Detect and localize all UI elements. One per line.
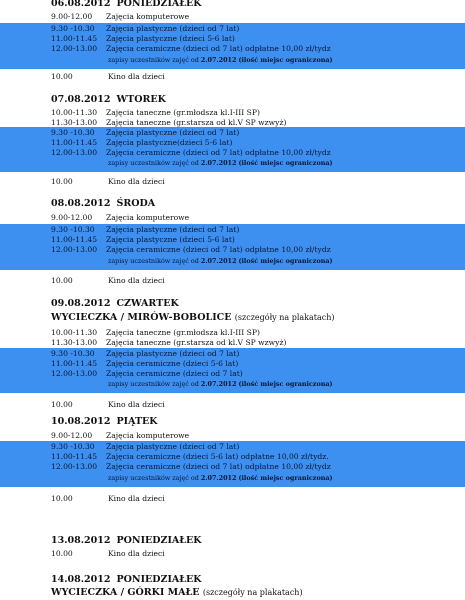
schedule-row: 12.00-13.00 Zajęcia ceramiczne (dzieci od 7 lat) odpłatne 10,00 zł/tydz: [51, 148, 331, 157]
schedule-row: 11.00-11.45 Zajęcia plastyczne (dzieci 5-6 lat): [51, 235, 235, 244]
schedule-row: 9.00-12.00 Zajęcia komputerowe: [51, 431, 190, 440]
excursion-title: WYCIECZKA / GÓRKI MAŁE (szczegóły na plakatach): [51, 587, 303, 598]
activity-band: [0, 348, 465, 393]
schedule-row: 11.00-11.45 Zajęcia ceramiczne (dzieci 5-6 lat) odpłatne 10,00 zł/tydz.: [51, 452, 329, 461]
activity-band: [0, 441, 465, 487]
day-header: 09.08.2012 CZWARTEK: [51, 298, 179, 309]
schedule-row: 11.00-11.45 Zajęcia ceramiczne (dzieci 5-6 lat): [51, 359, 239, 368]
schedule-row: 9.30 -10.30 Zajęcia plastyczne (dzieci od 7 lat): [51, 24, 240, 33]
schedule-row: 9.30 -10.30 Zajęcia plastyczne (dzieci od 7 lat): [51, 225, 240, 234]
cinema-row: 10.00 Kino dla dzieci: [51, 494, 165, 503]
day-header: 14.08.2012 PONIEDZIAŁEK: [51, 574, 202, 585]
registration-note: zapisy uczestników zajęć od 2.07.2012 (ilość miejsc ograniczona): [108, 474, 333, 482]
day-header: 13.08.2012 PONIEDZIAŁEK: [51, 535, 202, 546]
schedule-row: 9.30 -10.30 Zajęcia plastyczne (dzieci od 7 lat): [51, 349, 240, 358]
activity-band: [0, 224, 465, 270]
schedule-row: 10.00-11.30 Zajęcia taneczne (gr.młodsza kl.I-III SP): [51, 108, 260, 117]
activity-band: [0, 23, 465, 69]
schedule-row: 9.30 -10.30 Zajęcia plastyczne (dzieci od 7 lat): [51, 128, 240, 137]
day-header: 07.08.2012 WTOREK: [51, 94, 166, 105]
schedule-row: 10.00-11.30 Zajęcia taneczne (gr.młodsza kl.I-III SP): [51, 328, 260, 337]
registration-note: zapisy uczestników zajęć od 2.07.2012 (ilość miejsc ograniczona): [108, 159, 333, 167]
cinema-row: 10.00 Kino dla dzieci: [51, 72, 165, 81]
schedule-row: 11.30-13.00 Zajęcia taneczne (gr.starsza od kl.V SP wzwyż): [51, 118, 287, 127]
registration-note: zapisy uczestników zajęć od 2.07.2012 (ilość miejsc ograniczona): [108, 56, 333, 64]
cinema-row: 10.00 Kino dla dzieci: [51, 400, 165, 409]
cinema-row: 10.00 Kino dla dzieci: [51, 177, 165, 186]
day-header: 10.08.2012 PIĄTEK: [51, 416, 158, 427]
schedule-row: 12.00-13.00 Zajęcia ceramiczne (dzieci od 7 lat) odpłatne 10,00 zł/tydz: [51, 44, 331, 53]
schedule-row: 12.00-13.00 Zajęcia ceramiczne (dzieci od 7 lat) odpłatne 10,00 zł/tydz: [51, 245, 331, 254]
cinema-row: 10.00 Kino dla dzieci: [51, 276, 165, 285]
excursion-title: WYCIECZKA / MIRÓW-BOBOLICE (szczegóły na plakatach): [51, 312, 335, 323]
schedule-row: 11.30-13.00 Zajęcia taneczne (gr.starsza od kl.V SP wzwyż): [51, 338, 287, 347]
schedule-row: 9.00-12.00 Zajęcia komputerowe: [51, 12, 190, 21]
day-header: 08.08.2012 ŚRODA: [51, 198, 156, 209]
schedule-row: 12.00-13.00 Zajęcia ceramiczne (dzieci od 7 lat): [51, 369, 243, 378]
schedule-row: 9.00-12.00 Zajęcia komputerowe: [51, 213, 190, 222]
activity-band: [0, 127, 465, 172]
schedule-row: 11.00-11.45 Zajęcia plastyczne(dzieci 5-6 lat): [51, 138, 233, 147]
day-header: 06.08.2012 PONIEDZIAŁEK: [51, 0, 202, 9]
registration-note: zapisy uczestników zajęć od 2.07.2012 (ilość miejsc ograniczona): [108, 257, 333, 265]
cinema-row: 10.00 Kino dla dzieci: [51, 549, 165, 558]
schedule-row: 9.30 -10.30 Zajęcia plastyczne (dzieci od 7 lat): [51, 442, 240, 451]
schedule-row: 12.00-13.00 Zajęcia ceramiczne (dzieci od 7 lat) odpłatne 10,00 zł/tydz: [51, 462, 331, 471]
registration-note: zapisy uczestników zajęć od 2.07.2012 (ilość miejsc ograniczona): [108, 380, 333, 388]
schedule-row: 11.00-11.45 Zajęcia plastyczne (dzieci 5-6 lat): [51, 34, 235, 43]
